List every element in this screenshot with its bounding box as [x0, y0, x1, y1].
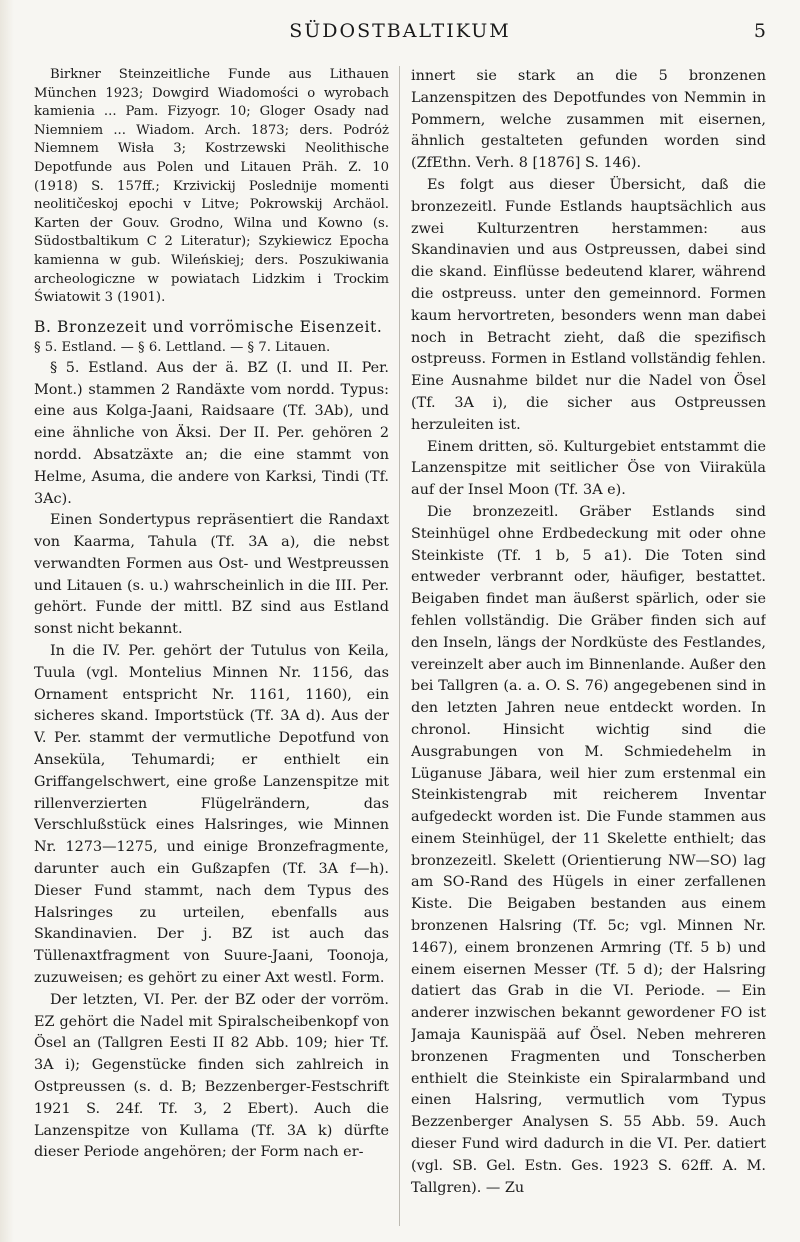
- paragraph-p2: Einen Sondertypus repräsentiert die Randaxt von Kaarma, Tahula (Tf. 3A a), die nebst verwandten Formen aus Ost- und Westpreussen und Litauen (s. u.) wahrscheinlich in die III. Per. gehört. Funde der mittl. BZ sind aus Estland sonst nicht bekannt.: [34, 512, 389, 638]
- running-title: SÜDOSTBALTIKUM: [289, 20, 511, 42]
- paragraph-r2: Es folgt aus dieser Übersicht, daß die bronzezeitl. Funde Estlands hauptsächlich aus zwei Kulturzentren herstammen: aus Skandinavien und aus Ostpreussen, dabei sind die skand. Einflüsse bedeutend klarer, während die ostpreuss. unter den gemeinnord. Formen kaum hervortreten, besonders wenn man dabei noch in Betracht zieht, daß die spezifisch ostpreuss. Formen in Estland vollständig fehlen. Eine Ausnahme bildet nur die Nadel von Ösel (Tf. 3A i), die sicher aus Ostpreussen herzuleiten ist.: [411, 176, 766, 433]
- page-header: [34, 0, 766, 48]
- paragraph-head: B. Bronzezeit und vorrömische Eisenzeit.: [34, 317, 383, 336]
- paragraph-p1: § 5. Estland. Aus der ä. BZ (I. und II. Per. Mont.) stammen 2 Randäxte vom nordd. Typus: eine aus Kolga-Jaani, Raidsaare (Tf. 3Ab), und eine ähnliche von Äksi. Der II. Per. gehören 2 nordd. Absatzäxte an; die eine stammt von Helme, Asuma, die andere von Karksi, Tindi (Tf. 3Ac).: [34, 359, 389, 507]
- paragraph-r4: Die bronzezeitl. Gräber Estlands sind Steinhügel ohne Erdbedeckung mit oder ohne Steinkiste (Tf. 1 b, 5 a1). Die Toten sind entweder verbrannt oder, häufiger, bestattet. Beigaben findet man äußerst spärlich, oder sie fehlen vollständig. Die Gräber finden sich auf den Inseln, längs der Nordküste des Festlandes, vereinzelt aber auch im Binnenlande. Außer den bei Tallgren (a. a. O. S. 76) angegebenen sind in den letzten Jahren neue entdeckt worden. In chronol. Hinsicht wichtig sind die Ausgrabungen von M. Schmiedehelm in Lüganuse Jäbara, weil hier zum erstenmal ein Steinkistengrab mit reicherem Inventar aufgedeckt worden ist. Die Funde stammen aus einem Steinhügel, der 11 Skelette enthielt; das bronzezeitl. Skelett (Orientierung NW—SO) lag am SO-Rand des Hügels in einer zerfallenen Kiste. Die Beigaben bestanden aus einem bronzenen Halsring (Tf. 5c; vgl. Minnen Nr. 1467), einem bronzenen Armring (Tf. 5 b) und einem eisernen Messer (Tf. 5 d); der Halsring datiert das Grab in die VI. Periode. — Ein anderer inzwischen bekannt gewordener FO ist Jamaja Kaunispää auf Ösel. Neben mehreren bronzenen Fragmenten und Tonscherben enthielt die Steinkiste ein Spiralarmband und einen Halsring, vermutlich vom Typus Bezzenberger Analysen S. 55 Abb. 59. Auch dieser Fund wird dadurch in die VI. Per. datiert (vgl. SB. Gel. Estn. Ges. 1923 S. 62ff. A. M. Tallgren). — Zu: [411, 503, 766, 1196]
- right-column: [411, 66, 766, 1226]
- paragraph-toc: § 5. Estland. — § 6. Lettland. — § 7. Litauen.: [34, 339, 331, 355]
- paragraph-p3: In die IV. Per. gehört der Tutulus von Keila, Tuula (vgl. Montelius Minnen Nr. 1156, das Ornament entspricht Nr. 1161, 1160), ein sicheres skand. Importstück (Tf. 3A d). Aus der V. Per. stammt der vermutliche Depotfund von Anseküla, Tehumardi; er enthielt ein Griffangelschwert, eine große Lanzenspitze mit rillenverzierten Flügelrändern, das Verschlußstück eines Halsringes, wie Minnen Nr. 1273—1275, und einige Bronzefragmente, darunter auch ein Gußzapfen (Tf. 3A f—h). Dieser Fund stammt, nach dem Typus des Halsringes zu urteilen, ebenfalls aus Skandinavien. Der j. BZ ist auch das Tüllenaxtfragment von Suure-Jaani, Toonoja, zuzuweisen; es gehört zu einer Axt westl. Form.: [34, 643, 389, 987]
- paragraph-bib: Birkner Steinzeitliche Funde aus Lithauen München 1923; Dowgird Wiadomości o wyrobach kamienia ... Pam. Fizyogr. 10; Gloger Osady nad Niemniem ... Wiadom. Arch. 1873; ders. Podróż Niemnem Wisła 3; Kostrzewski Neolithische Depotfunde aus Polen und Litauen Präh. Z. 10 (1918) S. 157ff.; Krzivickij Poslednije momenti neolitičeskoj epochi v Litve; Pokrowskij Archäol. Karten der Gouv. Grodno, Wilna und Kowno (s. Südostbaltikum C 2 Literatur); Szykiewicz Epocha kamienna w gub. Wileńskiej; ders. Poszukiwania archeologiczne w powiatach Lidzkim i Trockim Światowit 3 (1901).: [34, 67, 389, 306]
- paragraph-p4: Der letzten, VI. Per. der BZ oder der vorröm. EZ gehört die Nadel mit Spiralscheibenkopf von Ösel an (Tallgren Eesti II 82 Abb. 109; hier Tf. 3A i); Gegenstücke finden sich zahlreich in Ostpreussen (s. d. B; Bezzenberger-Festschrift 1921 S. 24f. Tf. 3, 2 Ebert). Auch die Lanzenspitze von Kullama (Tf. 3A k) dürfte dieser Periode angehören; der Form nach er-: [34, 991, 389, 1161]
- page-number: 5: [753, 20, 766, 42]
- paragraph-r3: Einem dritten, sö. Kulturgebiet entstammt die Lanzenspitze mit seitlicher Öse von Viiraküla auf der Insel Moon (Tf. 3A e).: [411, 438, 766, 499]
- paragraph-r1: innert sie stark an die 5 bronzenen Lanzenspitzen des Depotfundes von Nemmin in Pommern, welche zusammen mit eisernen, ähnlich gestalteten gefunden worden sind (ZfEthn. Verh. 8 [1876] S. 146).: [411, 68, 766, 172]
- left-column: [34, 66, 389, 1226]
- column-divider: [399, 66, 400, 1226]
- page-edge-shadow: [0, 0, 14, 1242]
- text-columns: [34, 66, 766, 1226]
